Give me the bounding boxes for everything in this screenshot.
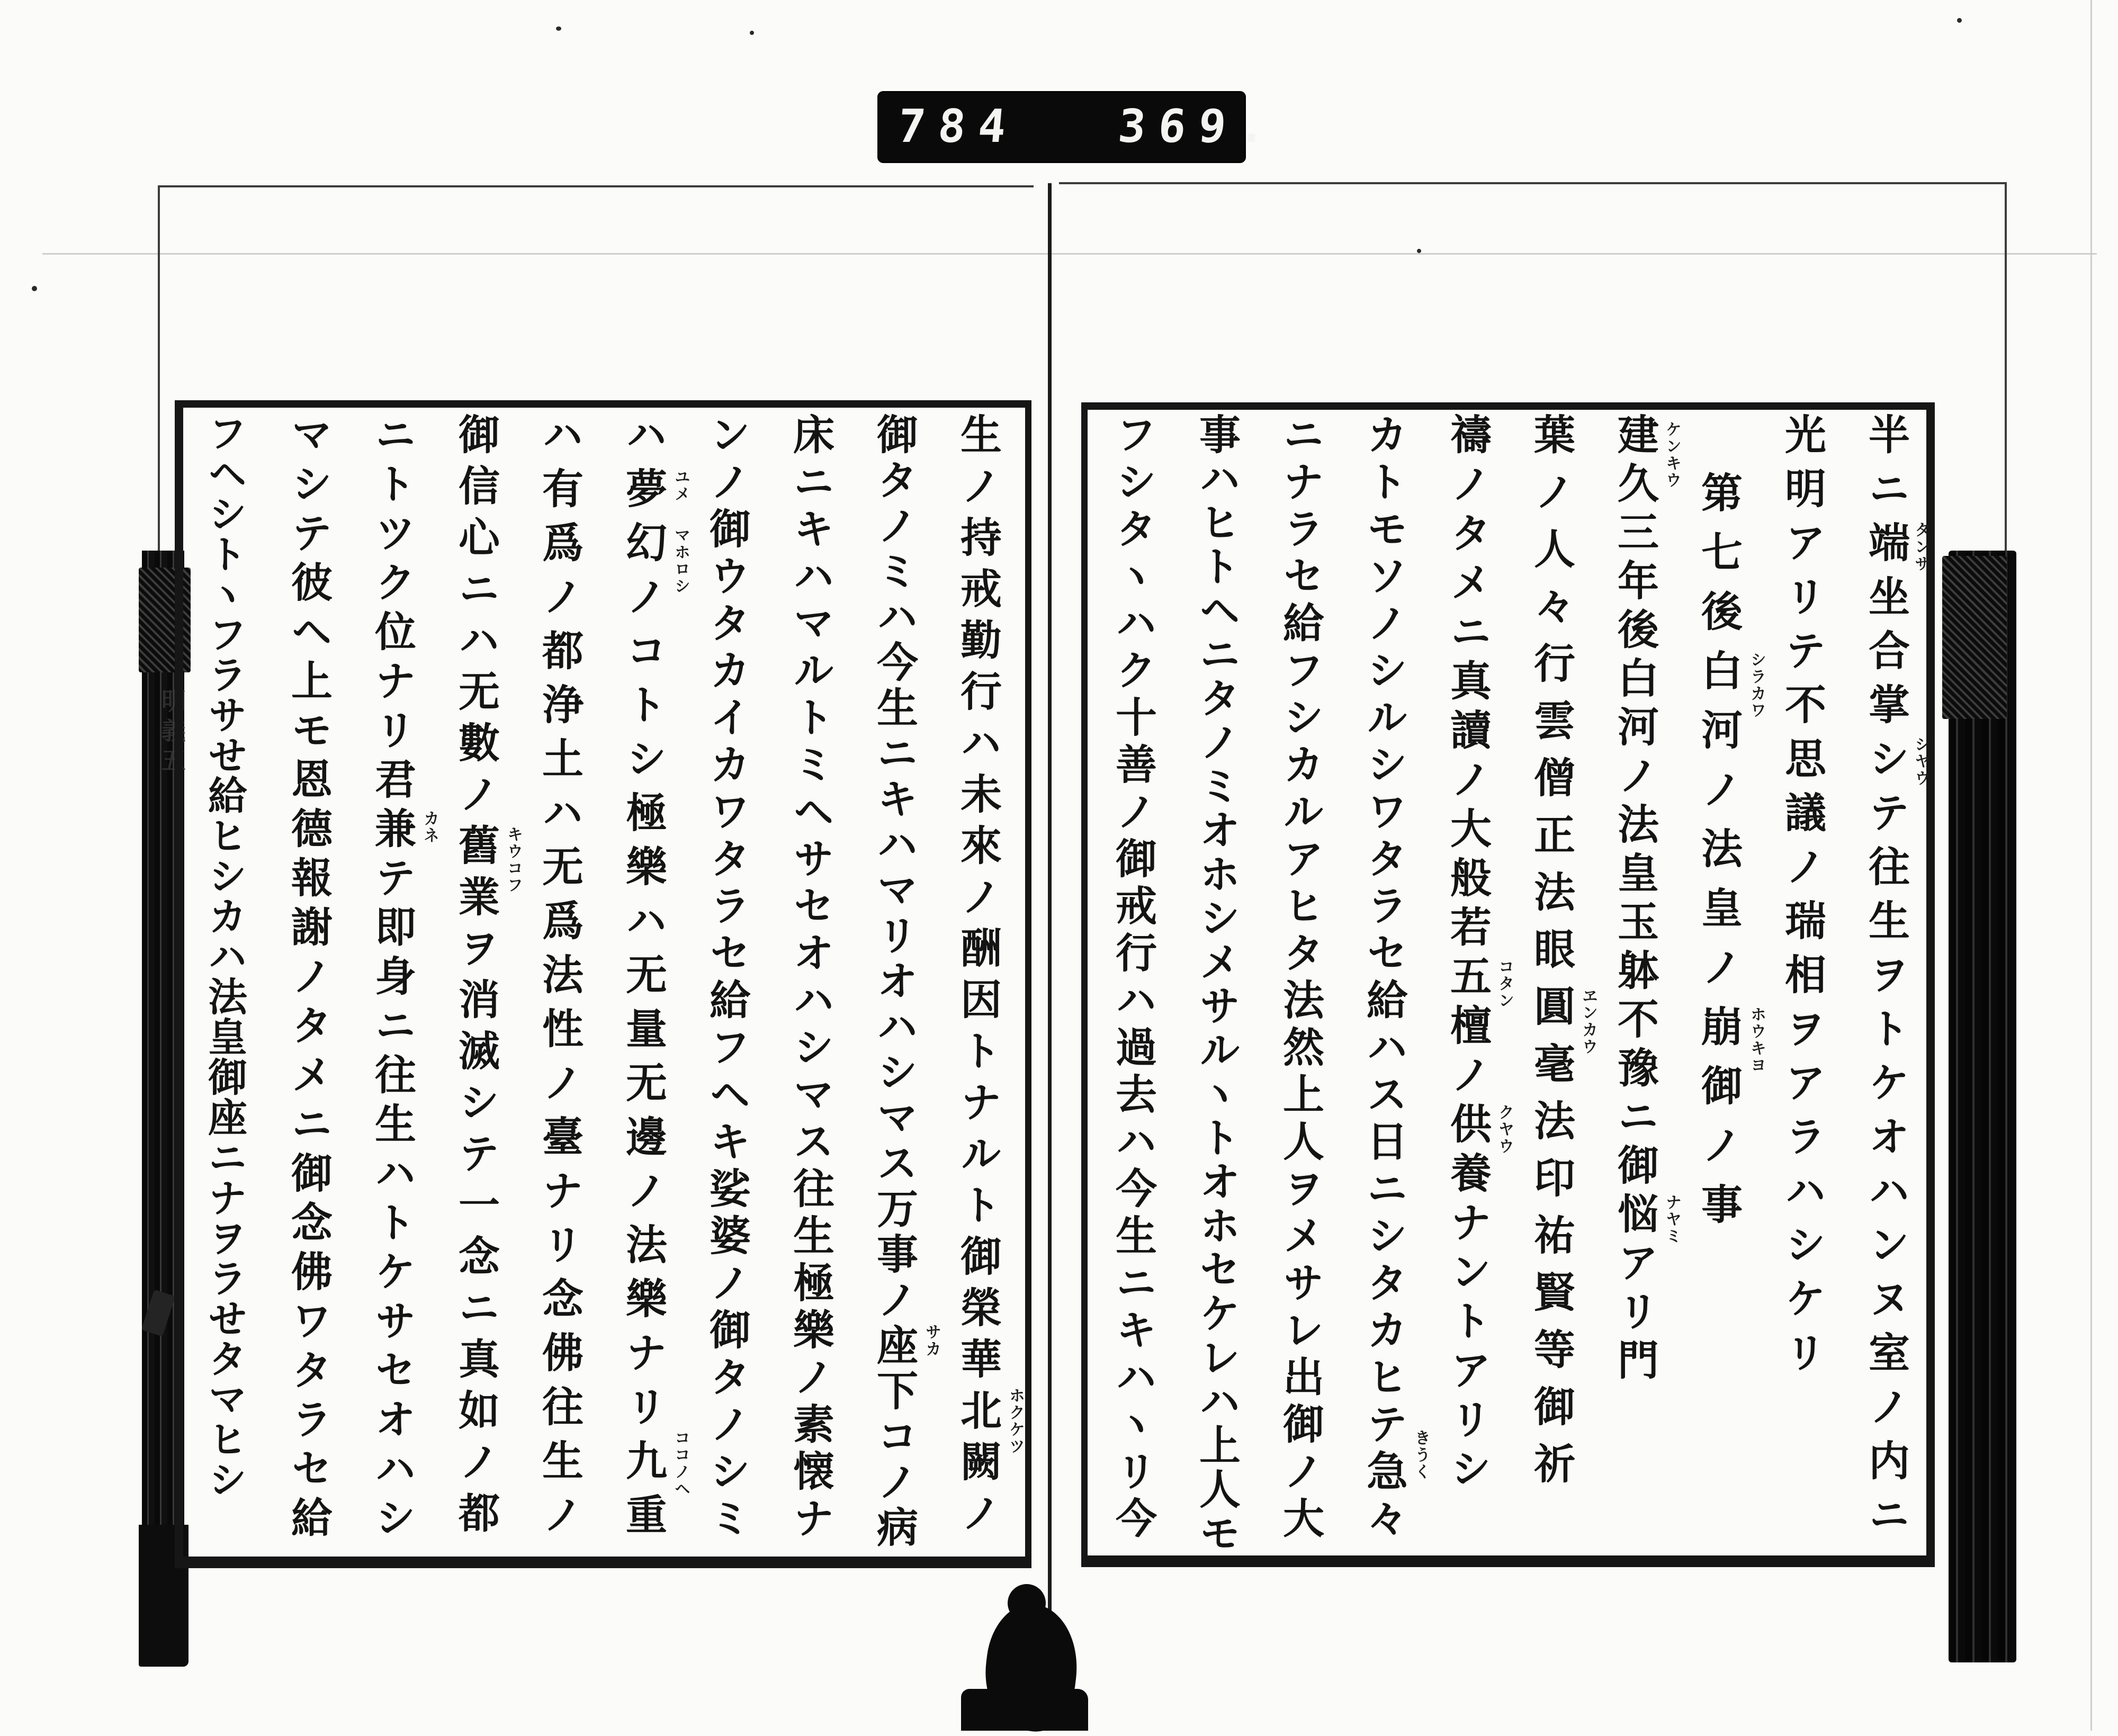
text-column: 半ニ端坐合掌シテ往生ヲトケオハンヌ室ノ内ニ: [1862, 413, 1910, 1547]
furigana-note: ヱンカウ: [1579, 987, 1598, 1055]
ink-blot: [961, 1689, 1088, 1731]
center-gutter-line: [1048, 183, 1052, 1655]
furigana-note: マホロシ: [671, 527, 690, 595]
furigana-note: ホクケツ: [1006, 1387, 1025, 1455]
furigana-note: シヤウ: [1911, 736, 1930, 787]
text-column: フヘシトヽフラサせ給ヒシカハ法皇御座ニナヲラせタマヒシ: [202, 413, 247, 1499]
text-column: カトモソノシルシワタラセ給ハス日ニシタカヒテ急々: [1360, 413, 1408, 1544]
furigana-note: ナヤミ: [1663, 1194, 1681, 1245]
furigana-note: ホウキヨ: [1747, 1006, 1766, 1074]
text-column: 御タノミハ今生ニキハマリオハシマス万事ノ座下コノ病: [870, 413, 918, 1551]
text-column: ハ夢幻ノコトシ極樂ハ无量无邊ノ法樂ナリ九重: [619, 413, 667, 1547]
scan-right-edge-line: [2090, 0, 2092, 1731]
right-binding-tab: [1942, 556, 2007, 719]
furigana-note: タンサ: [1911, 521, 1930, 572]
scan-speck: [1957, 18, 1962, 23]
text-column: 生ノ持戒勤行ハ未來ノ酬因トナルト御榮華北闕ノ: [954, 413, 1002, 1543]
furigana-note: サカ: [922, 1324, 941, 1357]
page-counter: [879, 93, 1281, 161]
text-column: 禱ノタメニ真讀ノ大般若五檀ノ供養ナントアリシ: [1443, 413, 1492, 1496]
text-column: フシタヽハク十善ノ御戒行ハ過去ハ今生ニキハヽリ今: [1109, 413, 1157, 1544]
scan-speck: [556, 26, 561, 31]
text-column: 建久三年後白河ノ法皇玉躰不豫ニ御悩アリ門: [1611, 413, 1659, 1387]
scan-speck: [750, 31, 754, 35]
furigana-note: カネ: [420, 810, 439, 844]
furigana-note: キウコフ: [504, 826, 523, 894]
furigana-note: コタン: [1495, 958, 1514, 1009]
text-column: ニナラセ給フシカルアヒタ法然上人ヲメサレ出御ノ大: [1276, 413, 1324, 1544]
chapter-heading-column: 第七後白河ノ法皇ノ崩御ノ事: [1694, 471, 1743, 1242]
scan-horizontal-line: [42, 253, 2097, 255]
left-page-top-edge: [158, 185, 1034, 187]
right-page-outer-edge: [2005, 182, 2007, 584]
furigana-note: ユメ: [671, 469, 690, 502]
text-column: ニトツク位ナリ君兼テ即身ニ往生ハトケサセオハシ: [368, 413, 416, 1545]
furigana-note: シラカワ: [1747, 651, 1766, 719]
text-column: 床ニキハマルトミヘサセオハシマス往生極樂ノ素懐ナ: [786, 413, 834, 1544]
text-column: ンノ御ウタカイカワタラセ給フヘキ娑婆ノ御タノシミ: [703, 413, 751, 1544]
furigana-note: ココノヘ: [671, 1429, 690, 1497]
left-page-outer-edge: [158, 185, 160, 566]
furigana-note: ケンキウ: [1663, 421, 1681, 489]
text-column: 光明アリテ不思議ノ瑞相ヲアラハシケリ: [1778, 413, 1826, 1385]
counter-digits-right: 369.: [1116, 100, 1281, 153]
furigana-note: クヤウ: [1495, 1104, 1514, 1155]
text-column: マシテ彼ヘ上モ恩德報謝ノタメニ御念佛ワタラセ給: [284, 413, 333, 1545]
volume-label: 明義五: [158, 688, 186, 777]
right-page-top-edge: [1059, 182, 2007, 184]
scan-speck: [32, 286, 37, 291]
text-column: 葉ノ人々行雲僧正法眼圓毫法印祐賢等御祈: [1527, 413, 1575, 1499]
text-column: ハ有爲ノ都浄土ハ无爲法性ノ臺ナリ念佛往生ノ: [535, 413, 584, 1547]
furigana-note: きうく: [1412, 1429, 1430, 1480]
text-column: 事ハヒトヘニタノミオホシメサルヽトオホセケレハ上人モ: [1192, 413, 1241, 1555]
counter-digits-left: 784: [895, 100, 1021, 153]
text-column: 御信心ニハ无數ノ舊業ヲ消滅シテ一念ニ真如ノ都: [452, 413, 500, 1543]
scan-speck: [1417, 249, 1421, 253]
